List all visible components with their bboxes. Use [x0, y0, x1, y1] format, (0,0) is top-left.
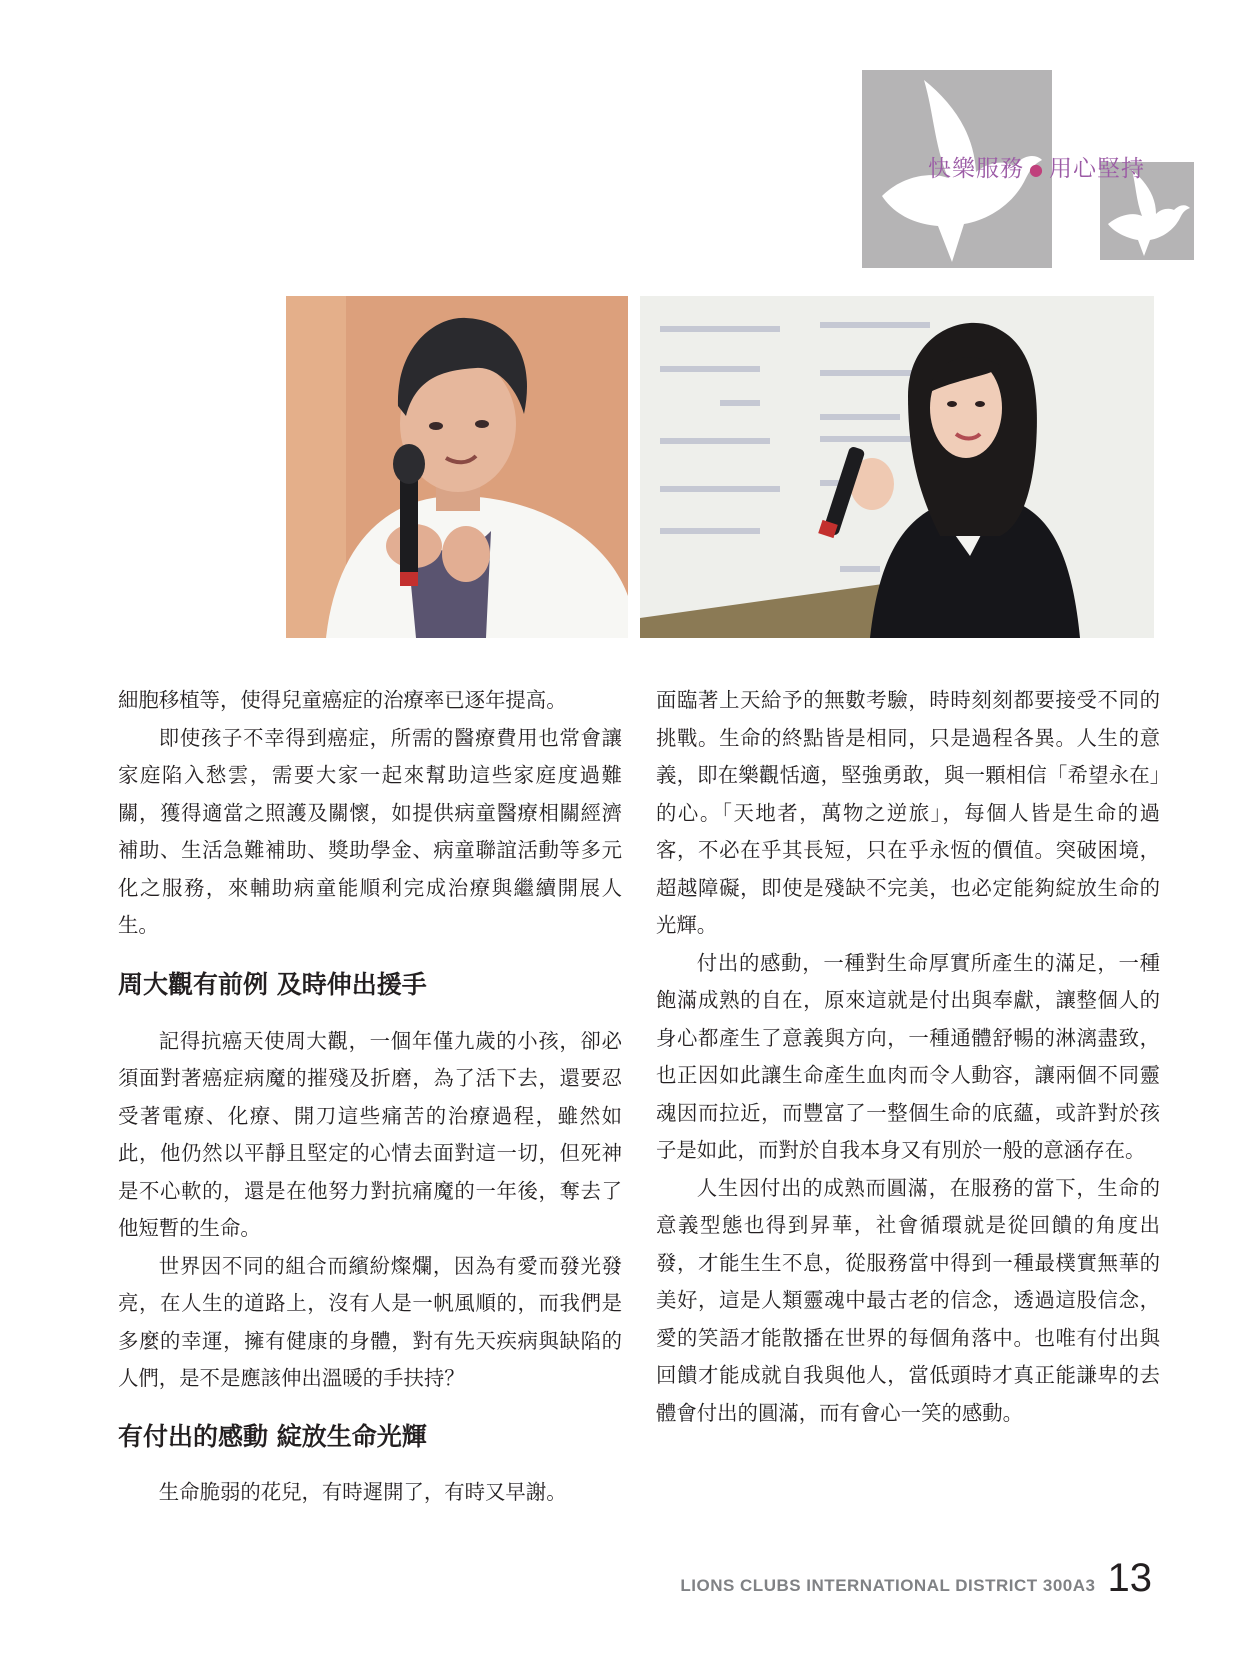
doctor-speaking-photo: [286, 296, 628, 638]
woman-presenter-with-microphone-icon: [640, 296, 1154, 638]
footer-organization: LIONS CLUBS INTERNATIONAL DISTRICT 300A3: [680, 1576, 1096, 1595]
header-slogan: [928, 150, 1145, 183]
slogan-left: 快樂服務: [928, 156, 1024, 182]
paragraph: 付出的感動，一種對生命厚實所產生的滿足，一種飽滿成熟的自在，原來這就是付出與奉獻，讓整個人的身心都產生了意義與方向，一種通體舒暢的淋漓盡致，也正因如此讓生命產生血肉而令人動容，讓兩個不同靈魂因而拉近，而豐富了一整個生命的底蘊，或許對於孩子是如此，而對於自我本身又有別於一般的意涵存在。: [656, 950, 1160, 1162]
left-text-column: [118, 682, 622, 1511]
paragraph: 生命脆弱的花兒，有時遲開了，有時又早謝。: [158, 1479, 567, 1504]
paragraph: 人生因付出的成熟而圓滿，在服務的當下，生命的意義型態也得到昇華，社會循環就是從回饋的角度出發，才能生生不息，從服務當中得到一種最樸實無華的美好，這是人類靈魂中最古老的信念，透過這股信念，愛的笑語才能散播在世界的每個角落中。也唯有付出與回饋才能成就自我與他人，當低頭時才真正能謙卑的去體會付出的圓滿，而有會心一笑的感動。: [656, 1175, 1160, 1425]
woman-with-microphone-icon: [286, 296, 628, 638]
paragraph: 面臨著上天給予的無數考驗，時時刻刻都要接受不同的挑戰。生命的終點皆是相同，只是過程各異。人生的意義，即在樂觀恬適，堅強勇敢，與一顆相信「希望永在」的心。「天地者，萬物之逆旅」，每個人皆是生命的過客，不必在乎其長短，只在乎永恆的價值。突破困境，超越障礙，即使是殘缺不完美，也必定能夠綻放生命的光輝。: [656, 688, 1160, 937]
paragraph: 細胞移植等，使得兒童癌症的治療率已逐年提高。: [118, 688, 567, 712]
slogan-separator: ●: [1029, 160, 1044, 179]
page-number: 13: [1107, 1556, 1152, 1600]
paragraph: 即使孩子不幸得到癌症，所需的醫療費用也常會讓家庭陷入愁雲，需要大家一起來幫助這些家庭度過難關，獲得適當之照護及關懷，如提供病童醫療相關經濟補助、生活急難補助、獎助學金、病童聯誼活動等多元化之服務，來輔助病童能順利完成治療與繼續開展人生。: [118, 725, 622, 937]
presenter-speaking-photo: [640, 296, 1154, 638]
right-text-column: [656, 682, 1160, 1432]
paragraph: 世界因不同的組合而繽紛燦爛，因為有愛而發光發亮，在人生的道路上，沒有人是一帆風順的，而我們是多麼的幸運，擁有健康的身體，對有先天疾病與缺陷的人們，是不是應該伸出溫暖的手扶持？: [118, 1253, 622, 1390]
slogan-right: 用心堅持: [1048, 156, 1145, 182]
section-heading: 周大觀有前例 及時伸出援手: [118, 969, 427, 999]
page-footer: [680, 1556, 1152, 1601]
paragraph: 記得抗癌天使周大觀，一個年僅九歲的小孩，卻必須面對著癌症病魔的摧殘及折磨，為了活下去，還要忍受著電療、化療、開刀這些痛苦的治療過程，雖然如此，他仍然以平靜且堅定的心情去面對這一切，但死神是不心軟的，還是在他努力對抗痛魔的一年後，奪去了他短暫的生命。: [118, 1028, 622, 1240]
section-heading: 有付出的感動 綻放生命光輝: [118, 1421, 427, 1451]
